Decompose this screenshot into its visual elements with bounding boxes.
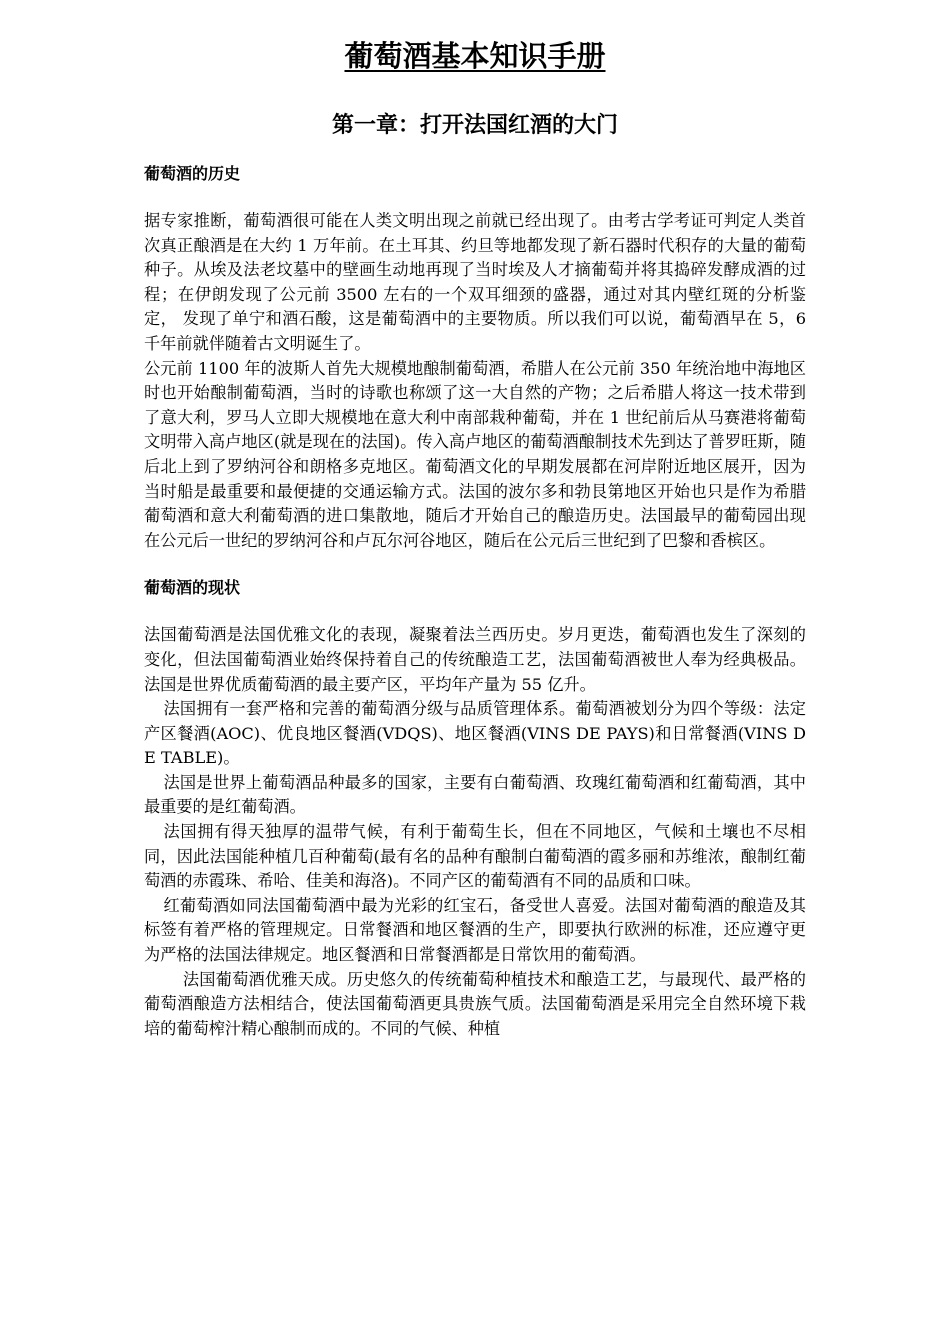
status-paragraph: 红葡萄酒如同法国葡萄酒中最为光彩的红宝石，备受世人喜爱。法国对葡萄酒的酿造及其标签有着严格的管理规定。日常餐酒和地区餐酒的生产，即要执行欧洲的标准，还应遵守更为严格的法国法律规定。地区餐酒和日常餐酒都是日常饮用的葡萄酒。 bbox=[144, 895, 806, 965]
status-paragraph: 法国葡萄酒是法国优雅文化的表现，凝聚着法兰西历史。岁月更迭，葡萄酒也发生了深刻的变化，但法国葡萄酒业始终保持着自己的传统酿造工艺，法国葡萄酒被世人奉为经典极品。法国是世界优质葡萄酒的最主要产区，平均年产量为 55 亿升。 bbox=[144, 625, 806, 694]
status-paragraph: 法国拥有得天独厚的温带气候，有利于葡萄生长，但在不同地区，气候和土壤也不尽相同，因此法国能种植几百种葡萄(最有名的品种有酿制白葡萄酒的霞多丽和苏维浓，酿制红葡萄酒的赤霞珠、希哈、佳美和海洛)。不同产区的葡萄酒有不同的品质和口味。 bbox=[144, 822, 806, 891]
history-paragraph: 据专家推断，葡萄酒很可能在人类文明出现之前就已经出现了。由考古学考证可判定人类首次真正酿酒是在大约 1 万年前。在土耳其、约旦等地都发现了新石器时代积存的大量的葡萄种子。从埃及法老坟墓中的壁画生动地再现了当时埃及人才摘葡萄并将其捣碎发酵成酒的过程；在伊朗发现了公元前 3500 左右的一个双耳细颈的盛器，通过对其内壁红斑的分析鉴定， 发现了单宁和酒石酸，这是葡萄酒中的主要物质。所以我们可以说，葡萄酒早在 5，6 千年前就伴随着古文明诞生了。 bbox=[144, 211, 806, 353]
section-heading-status: 葡萄酒的现状 bbox=[144, 578, 241, 598]
status-paragraph: 法国葡萄酒优雅天成。历史悠久的传统葡萄种植技术和酿造工艺，与最现代、最严格的葡萄酒酿造方法相结合，使法国葡萄酒更具贵族气质。法国葡萄酒是采用完全自然环境下栽培的葡萄榨汁精心酿制而成的。不同的气候、种植 bbox=[144, 969, 806, 1038]
document-title: 葡萄酒基本知识手册 bbox=[344, 39, 606, 73]
chapter-title: 第一章：打开法国红酒的大门 bbox=[331, 112, 618, 138]
status-paragraph: 法国拥有一套严格和完善的葡萄酒分级与品质管理体系。葡萄酒被划分为四个等级：法定产区餐酒(AOC)、优良地区餐酒(VDQS)、地区餐酒(VINS DE PAYS)和日常餐酒(VINS DE TABLE)。 bbox=[144, 699, 806, 768]
status-paragraph: 法国是世界上葡萄酒品种最多的国家，主要有白葡萄酒、玫瑰红葡萄酒和红葡萄酒，其中最重要的是红葡萄酒。 bbox=[144, 772, 806, 817]
section-heading-history: 葡萄酒的历史 bbox=[144, 164, 241, 183]
history-paragraph: 公元前 1100 年的波斯人首先大规模地酿制葡萄酒，希腊人在公元前 350 年统治地中海地区时也开始酿制葡萄酒，当时的诗歌也称颂了这一大自然的产物；之后希腊人将这一技术带到了意大利，罗马人立即大规模地在意大利中南部栽种葡萄，并在 1 世纪前后从马赛港将葡萄文明带入高卢地区(就是现在的法国)。传入高卢地区的葡萄酒酿制技术先到达了普罗旺斯，随后北上到了罗纳河谷和朗格多克地区。葡萄酒文化的早期发展都在河岸附近地区展开，因为当时船是最重要和最便捷的交通运输方式。法国的波尔多和勃艮第地区开始也只是作为希腊葡萄酒和意大利葡萄酒的进口集散地，随后才开始自己的酿造历史。法国最早的葡萄园出现在公元后一世纪的罗纳河谷和卢瓦尔河谷地区，随后在公元后三世纪到了巴黎和香槟区。 bbox=[144, 358, 806, 550]
document-body bbox=[144, 34, 806, 1041]
